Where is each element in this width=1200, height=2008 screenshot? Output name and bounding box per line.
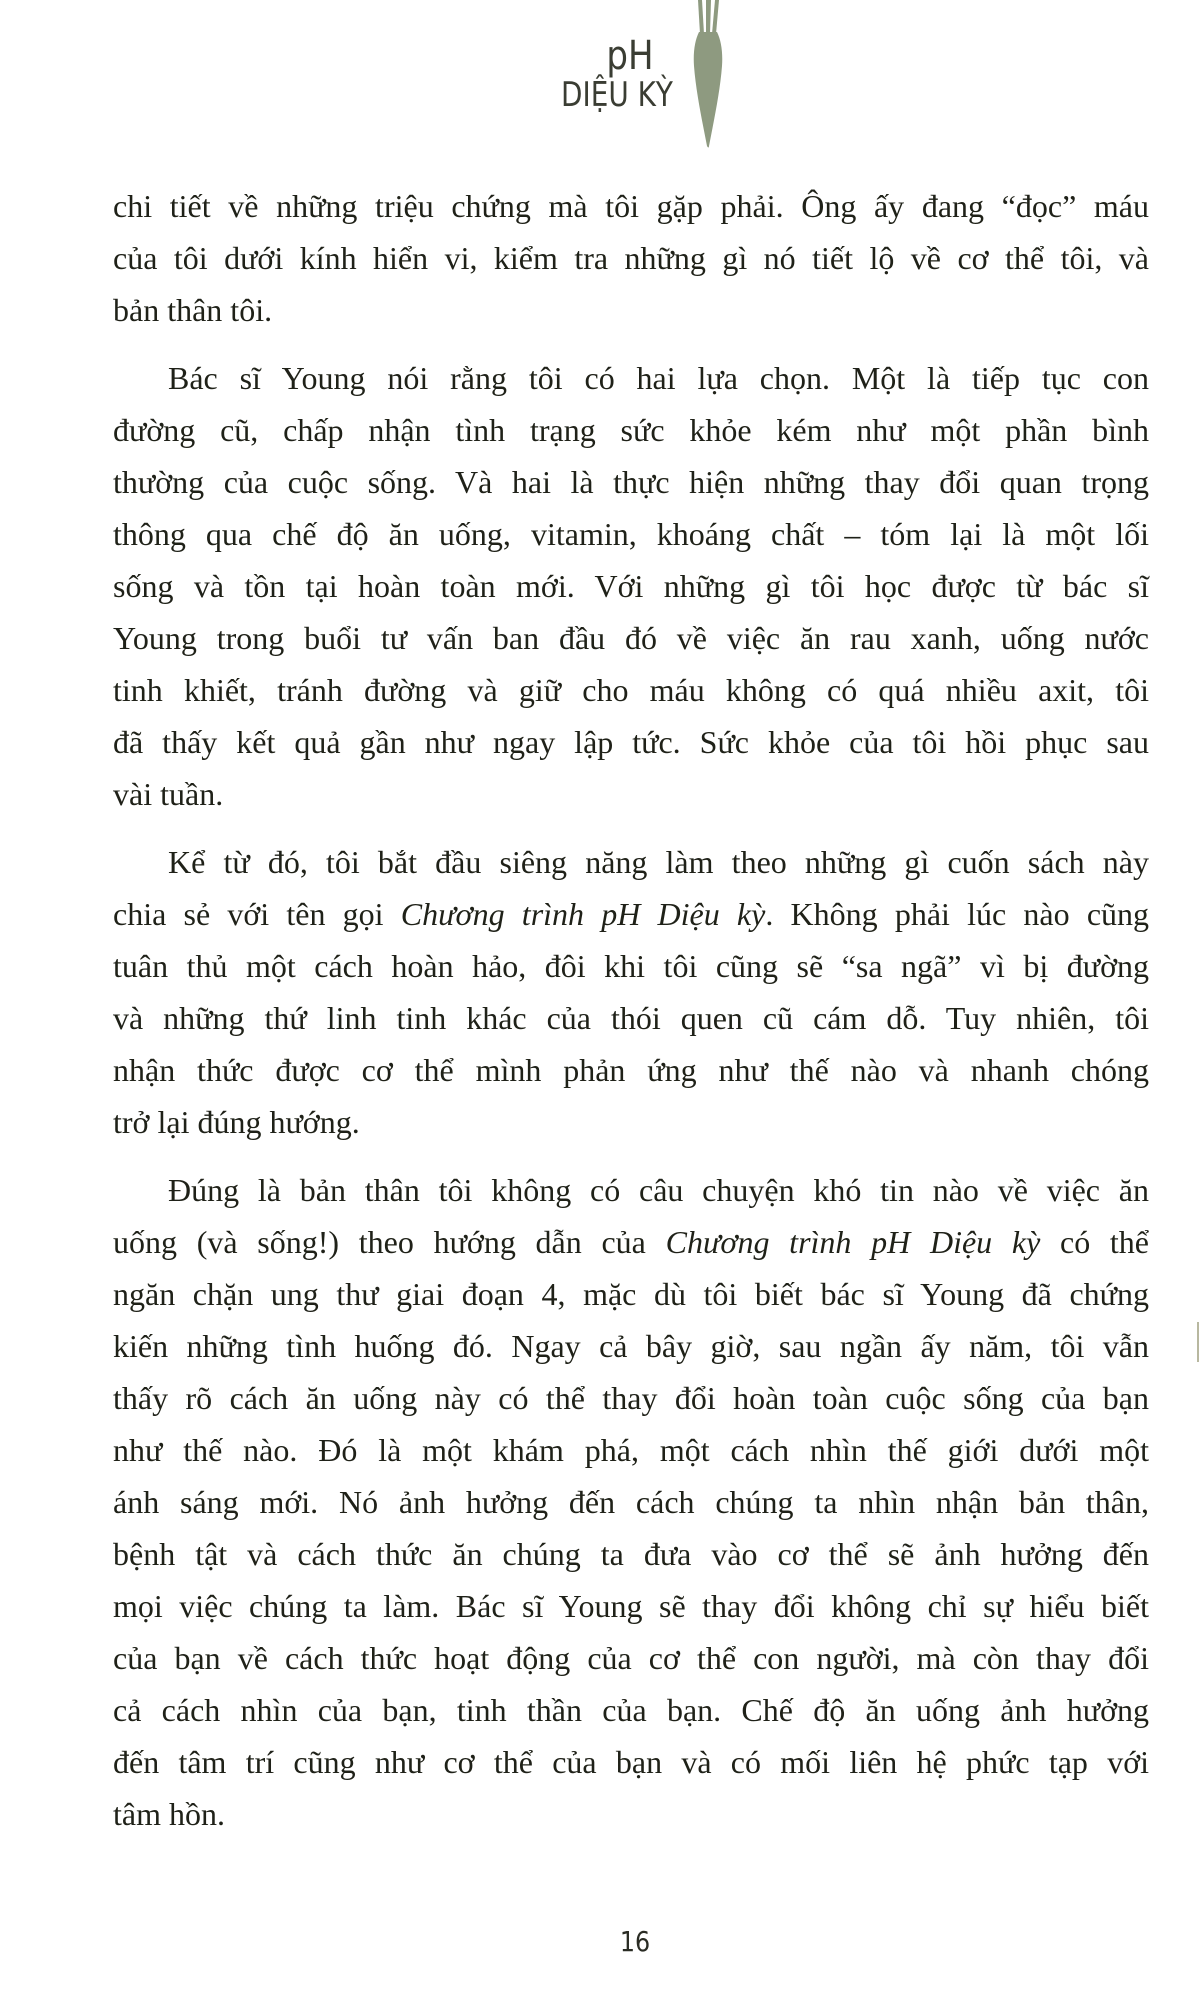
text-line: của bạn về cách thức hoạt động của cơ thể con người, mà còn thay đổi [113,1640,1149,1676]
text-line: chia sẻ với tên gọi Chương trình pH Diệu kỳ. Không phải lúc nào cũng [113,896,1150,932]
paragraph [113,180,1149,336]
text-line: và những thứ linh tinh khác của thói quen cũ cám dỗ. Tuy nhiên, tôi [113,1000,1149,1036]
text-line: kiến những tình huống đó. Ngay cả bây giờ, sau ngần ấy năm, tôi vẫn [113,1328,1149,1364]
page-header [0,0,1200,160]
text-line: Kể từ đó, tôi bắt đầu siêng năng làm theo những gì cuốn sách này [168,844,1149,880]
text-line: đường cũ, chấp nhận tình trạng sức khỏe kém như một phần bình [113,412,1149,448]
text-line: uống (và sống!) theo hướng dẫn của Chương trình pH Diệu kỳ có thể [113,1224,1150,1260]
text-line: chi tiết về những triệu chứng mà tôi gặp phải. Ông ấy đang “đọc” máu [113,188,1149,224]
text-line: Đúng là bản thân tôi không có câu chuyện khó tin nào về việc ăn [168,1172,1149,1208]
text-line: ánh sáng mới. Nó ảnh hưởng đến cách chúng ta nhìn nhận bản thân, [113,1484,1149,1520]
running-title [540,33,700,115]
text-line: ngăn chặn ung thư giai đoạn 4, mặc dù tôi biết bác sĩ Young đã chứng [113,1276,1149,1312]
text-line: bản thân tôi. [113,292,273,328]
text-line: thường của cuộc sống. Và hai là thực hiện những thay đổi quan trọng [113,464,1149,500]
text-line: đến tâm trí cũng như cơ thể của bạn và có mối liên hệ phức tạp với [113,1744,1149,1780]
running-title-line1: pH [606,33,654,79]
text-line: tinh khiết, tránh đường và giữ cho máu không có quá nhiều axit, tôi [113,672,1149,708]
text-line: mọi việc chúng ta làm. Bác sĩ Young sẽ thay đổi không chỉ sự hiểu biết [113,1588,1149,1624]
text-line: vài tuần. [113,776,224,812]
paragraph [113,836,1149,1148]
text-line: tâm hồn. [113,1796,225,1832]
text-line: Young trong buổi tư vấn ban đầu đó về việc ăn rau xanh, uống nước [113,620,1149,656]
text-line: của tôi dưới kính hiển vi, kiểm tra những gì nó tiết lộ về cơ thể tôi, và [113,240,1149,276]
text-line: như thế nào. Đó là một khám phá, một cách nhìn thế giới dưới một [113,1432,1149,1468]
text-line: nhận thức được cơ thể mình phản ứng như thế nào và nhanh chóng [113,1052,1149,1088]
text-line: cả cách nhìn của bạn, tinh thần của bạn. Chế độ ăn uống ảnh hưởng [113,1692,1149,1728]
text-line: bệnh tật và cách thức ăn chúng ta đưa vào cơ thể sẽ ảnh hưởng đến [113,1536,1149,1572]
paragraph [113,352,1149,820]
text-line: trở lại đúng hướng. [113,1104,360,1140]
text-line: Bác sĩ Young nói rằng tôi có hai lựa chọn. Một là tiếp tục con [168,360,1149,396]
running-title-line2: DIỆU KỲ [561,75,673,115]
text-line: đã thấy kết quả gần như ngay lập tức. Sức khỏe của tôi hồi phục sau [113,724,1149,760]
text-line: sống và tồn tại hoàn toàn mới. Với những gì tôi học được từ bác sĩ [113,568,1149,604]
italic-book-title: Chương trình pH Diệu kỳ [665,1224,1041,1260]
scan-edge-mark [1197,1322,1199,1362]
text-line: thấy rõ cách ăn uống này có thể thay đổi hoàn toàn cuộc sống của bạn [113,1380,1149,1416]
text-line: tuân thủ một cách hoàn hảo, đôi khi tôi cũng sẽ “sa ngã” vì bị đường [113,948,1149,984]
page-number: 16 [619,1925,651,1958]
body-text [113,180,1149,1856]
text-line: thông qua chế độ ăn uống, vitamin, khoáng chất – tóm lại là một lối [113,516,1149,552]
carrot-icon [690,0,726,150]
paragraph [113,1164,1149,1840]
italic-book-title: Chương trình pH Diệu kỳ [400,896,766,932]
